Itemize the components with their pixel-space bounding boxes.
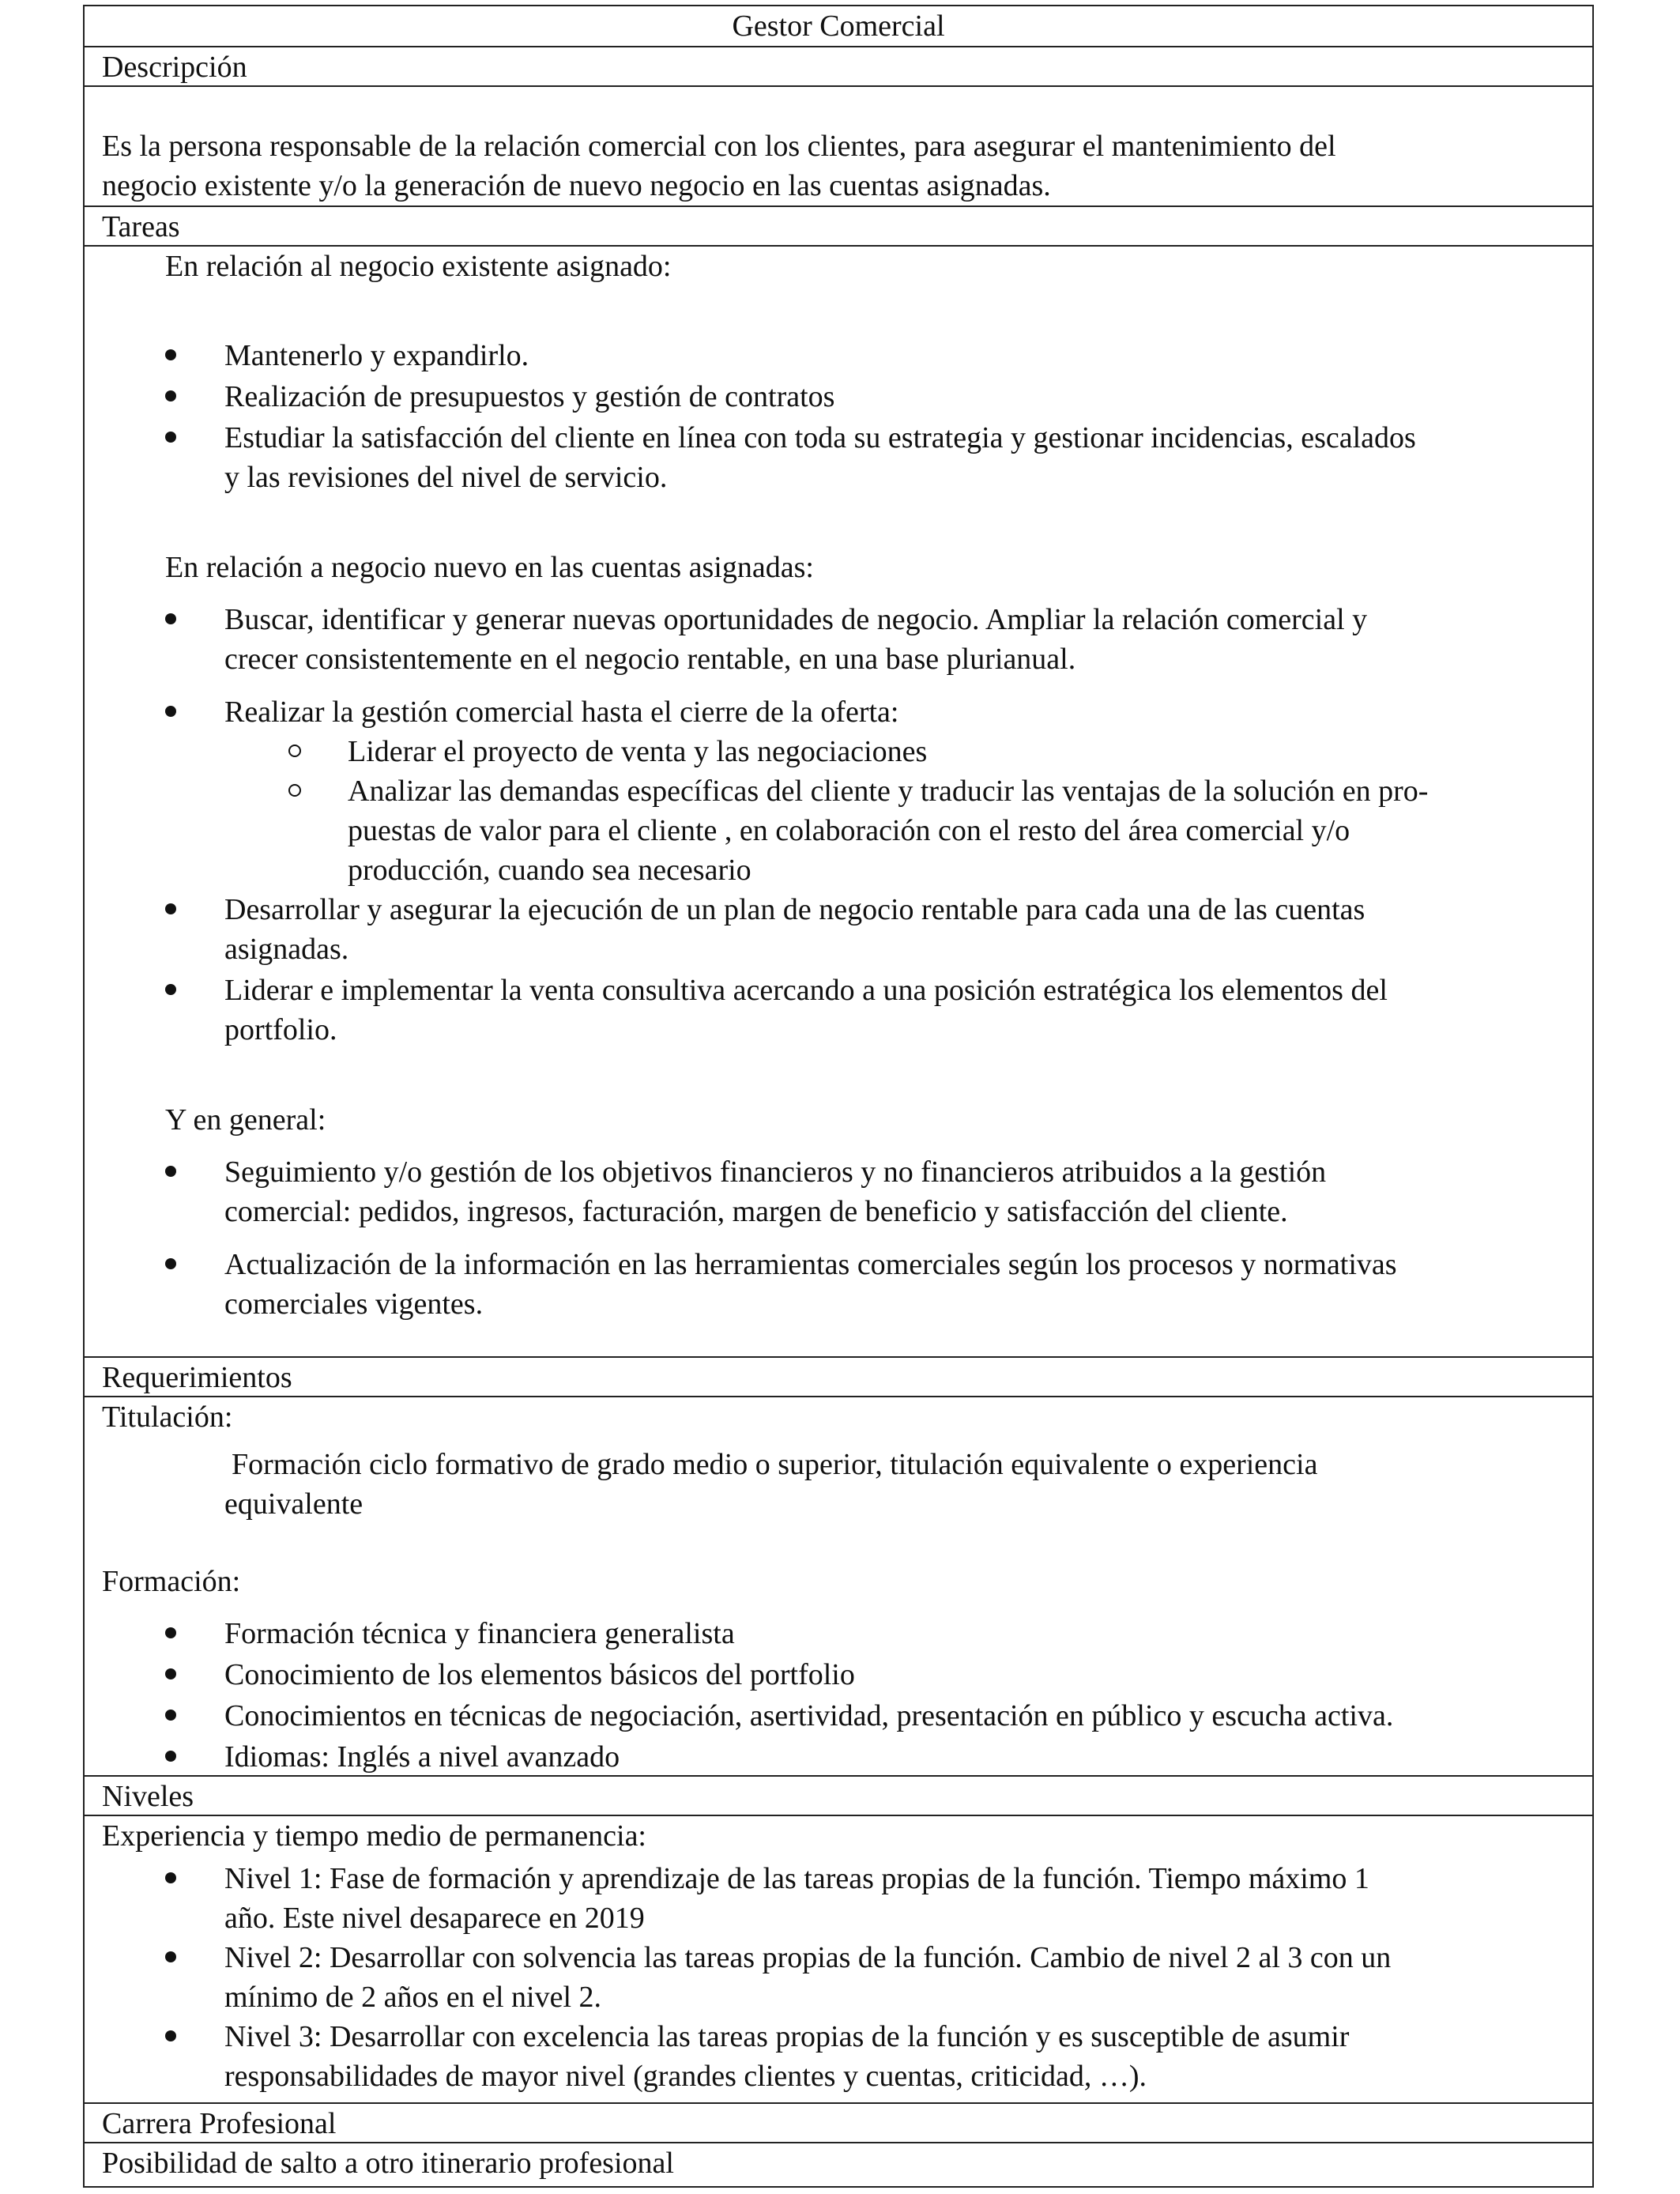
list-item: Actualización de la información en las herramientas comerciales según los procesos y normativas [224,1248,1397,1281]
section-header-niveles: Niveles [102,1780,194,1813]
list-item-continuation: asignadas. [224,933,349,966]
row-divider [85,205,1592,207]
job-description-table [83,5,1594,2188]
sub-bullet-icon [288,745,301,757]
list-item-continuation: comerciales vigentes. [224,1287,484,1321]
bullet-icon [165,903,176,914]
bullet-icon [165,984,176,995]
bullet-icon [165,432,176,443]
list-item: Realizar la gestión comercial hasta el cierre de la oferta: [224,696,899,729]
list-item: Nivel 3: Desarrollar con excelencia las tareas propias de la función y es susceptible de asumir [224,2020,1350,2053]
tareas-nuevo-intro: En relación a negocio nuevo en las cuentas asignadas: [165,551,814,584]
list-item-continuation: año. Este nivel desaparece en 2019 [224,1902,645,1935]
descripcion-line: negocio existente y/o la generación de nuevo negocio en las cuentas asignadas. [102,169,1051,202]
bullet-icon [165,1872,176,1883]
list-item-continuation: y las revisiones del nivel de servicio. [224,461,668,494]
list-item: Buscar, identificar y generar nuevas oportunidades de negocio. Ampliar la relación comercial y [224,603,1368,636]
bullet-icon [165,1751,176,1762]
descripcion-line: Es la persona responsable de la relación comercial con los clientes, para asegurar el mantenimiento del [102,130,1336,163]
bullet-icon [165,706,176,717]
list-item: Conocimiento de los elementos básicos del portfolio [224,1658,855,1691]
bullet-icon [165,1710,176,1721]
formacion-label: Formación: [102,1565,241,1598]
titulacion-text: equivalente [224,1487,363,1521]
list-item-continuation: portfolio. [224,1013,337,1046]
sub-list-item-continuation: producción, cuando sea necesario [348,854,751,887]
row-divider [85,1356,1592,1358]
list-item: Liderar e implementar la venta consultiva acercando a una posición estratégica los elementos del [224,974,1388,1007]
list-item-continuation: crecer consistentemente en el negocio rentable, en una base plurianual. [224,643,1076,676]
list-item: Formación técnica y financiera generalista [224,1617,735,1650]
row-divider [85,1396,1592,1397]
sub-list-item: Analizar las demandas específicas del cliente y traducir las ventajas de la solución en pro- [348,775,1429,808]
sub-bullet-icon [288,784,301,797]
bullet-icon [165,613,176,624]
bullet-icon [165,1258,176,1269]
bullet-icon [165,1166,176,1177]
list-item: Nivel 1: Fase de formación y aprendizaje de las tareas propias de la función. Tiempo máximo 1 [224,1862,1369,1895]
list-item: Idiomas: Inglés a nivel avanzado [224,1740,620,1774]
list-item-continuation: comercial: pedidos, ingresos, facturación, margen de beneficio y satisfacción del cliente. [224,1195,1288,1228]
bullet-icon [165,1668,176,1679]
bullet-icon [165,2030,176,2041]
bullet-icon [165,349,176,360]
list-item-continuation: mínimo de 2 años en el nivel 2. [224,1981,602,2014]
row-divider [85,85,1592,87]
tareas-general-intro: Y en general: [165,1103,326,1137]
section-header-tareas: Tareas [102,210,180,243]
section-header-carrera: Carrera Profesional [102,2107,337,2140]
list-item-continuation: responsabilidades de mayor nivel (grandes clientes y cuentas, criticidad, …). [224,2060,1147,2093]
section-header-requerimientos: Requerimientos [102,1361,292,1394]
list-item: Seguimiento y/o gestión de los objetivos financieros y no financieros atribuidos a la gestión [224,1155,1327,1189]
bullet-icon [165,390,176,401]
section-header-descripcion: Descripción [102,51,247,84]
row-divider [85,46,1592,47]
page-title: Gestor Comercial [732,9,945,43]
list-item: Estudiar la satisfacción del cliente en línea con toda su estrategia y gestionar incidencias, escalados [224,421,1416,454]
list-item: Mantenerlo y expandirlo. [224,339,529,372]
titulacion-text: Formación ciclo formativo de grado medio o superior, titulación equivalente o experiencia [232,1448,1318,1481]
list-item: Realización de presupuestos y gestión de contratos [224,380,835,413]
list-item: Desarrollar y asegurar la ejecución de un plan de negocio rentable para cada una de las cuentas [224,893,1365,926]
tareas-existente-intro: En relación al negocio existente asignado: [165,250,672,283]
sub-list-item: Liderar el proyecto de venta y las negociaciones [348,735,928,768]
bullet-icon [165,1951,176,1962]
niveles-intro: Experiencia y tiempo medio de permanencia: [102,1819,646,1853]
list-item: Nivel 2: Desarrollar con solvencia las tareas propias de la función. Cambio de nivel 2 al 3 con un [224,1941,1392,1974]
titulacion-label: Titulación: [102,1400,233,1434]
list-item: Conocimientos en técnicas de negociación, asertividad, presentación en público y escucha activa. [224,1699,1394,1732]
bullet-icon [165,1627,176,1638]
sub-list-item-continuation: puestas de valor para el cliente , en colaboración con el resto del área comercial y/o [348,814,1350,847]
carrera-text: Posibilidad de salto a otro itinerario profesional [102,2147,674,2180]
